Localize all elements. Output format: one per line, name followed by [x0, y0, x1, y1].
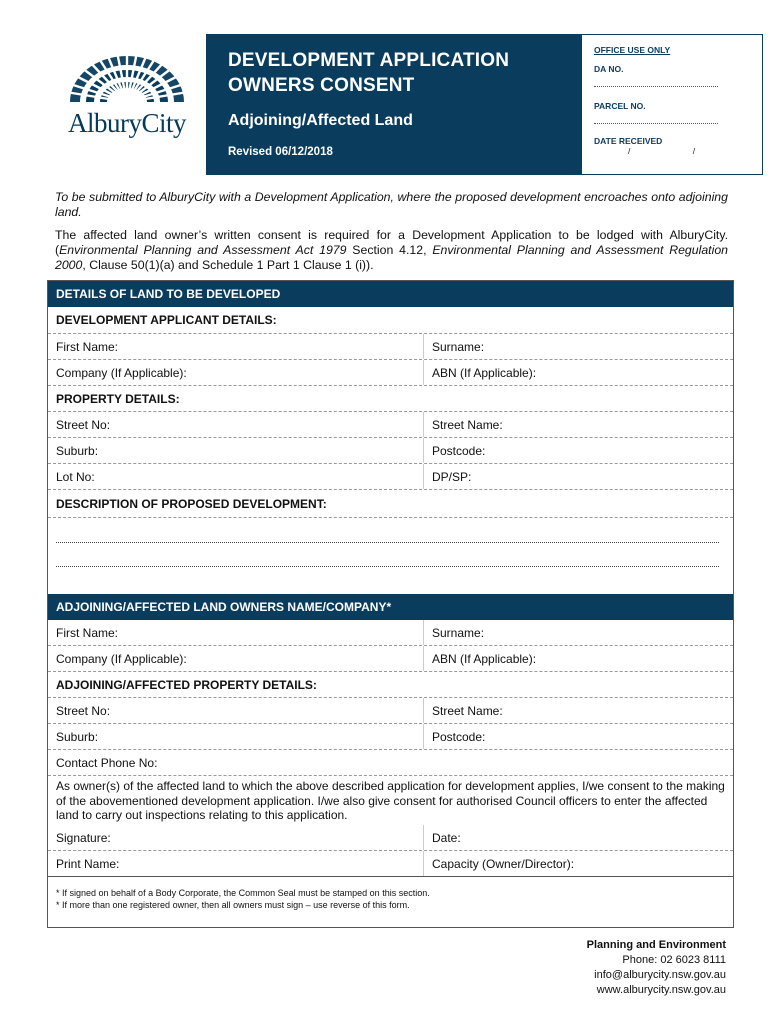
signature-row [48, 825, 733, 851]
contact-block [587, 938, 726, 998]
contact-phone-row [48, 750, 733, 776]
postcode-field[interactable]: Postcode: [432, 443, 486, 458]
footnote-multiple-owners: * If more than one registered owner, then all owners must sign – use reverse of this form. [56, 900, 410, 910]
description-heading: DESCRIPTION OF PROPOSED DEVELOPMENT: [48, 490, 733, 518]
page-title: DEVELOPMENT APPLICATION OWNERS CONSENT [228, 50, 510, 96]
office-use-heading: OFFICE USE ONLY [594, 45, 671, 55]
consent-requirement: The affected land owner’s written consent is required for a Development Application to be lodged with AlburyCity. (Environmental Planning and Assessment Act 1979 Section 4.12, Environmental Planning and Assessment Regulation 2000, Clause 50(1)(a) and Schedule 1 Part 1 Clause 1 (i)). [55, 228, 728, 272]
date-field[interactable]: Date: [432, 830, 461, 845]
owner-abn-field[interactable]: ABN (If Applicable): [432, 651, 537, 666]
owner-company-field[interactable]: Company (If Applicable): [48, 646, 424, 671]
adjoining-street-row [48, 698, 733, 724]
property-street-row [48, 412, 733, 438]
street-no-field[interactable]: Street No: [48, 412, 424, 437]
section-land-details: DETAILS OF LAND TO BE DEVELOPED [48, 281, 733, 307]
parcel-no-field[interactable] [594, 120, 718, 124]
section-adjoining-owners: ADJOINING/AFFECTED LAND OWNERS NAME/COMPANY* [48, 594, 733, 620]
office-use-box [582, 34, 763, 175]
da-no-field[interactable] [594, 83, 718, 87]
description-line-2[interactable] [56, 566, 719, 567]
owner-surname-field[interactable]: Surname: [432, 625, 485, 640]
page-subtitle: Adjoining/Affected Land [228, 112, 413, 129]
date-received-field[interactable]: / / [628, 146, 726, 156]
application-form [47, 280, 734, 928]
logo-wordmark: AlburyCity [68, 108, 187, 138]
print-name-field[interactable]: Print Name: [48, 851, 424, 876]
website-link[interactable]: www.alburycity.nsw.gov.au [596, 984, 726, 996]
adjoining-property-heading: ADJOINING/AFFECTED PROPERTY DETAILS: [48, 672, 733, 698]
suburb-field[interactable]: Suburb: [48, 438, 424, 463]
lot-no-field[interactable]: Lot No: [48, 464, 424, 489]
adjoining-postcode-field[interactable]: Postcode: [432, 729, 486, 744]
capacity-field[interactable]: Capacity (Owner/Director): [432, 856, 575, 871]
print-name-row [48, 851, 733, 877]
footnote-body-corporate: * If signed on behalf of a Body Corporate, the Common Seal must be stamped on this section. [56, 888, 430, 898]
submission-note: To be submitted to AlburyCity with a Development Application, where the proposed development encroaches onto adjoining land. [55, 190, 728, 219]
property-suburb-row [48, 438, 733, 464]
applicant-heading: DEVELOPMENT APPLICANT DETAILS: [48, 307, 733, 334]
email-link[interactable]: info@alburycity.nsw.gov.au [594, 969, 726, 981]
da-no-label: DA NO. [594, 64, 624, 74]
applicant-company-row [48, 360, 733, 386]
consent-statement: As owner(s) of the affected land to which the above described application for development applies, I/we consent to the making of the abovementioned development application. I/we also give consent for authorised Council officers to enter the affected land to carry out inspections relating to this application. [56, 779, 725, 822]
adjoining-street-no-field[interactable]: Street No: [48, 698, 424, 723]
description-field[interactable] [48, 518, 733, 594]
owner-company-row [48, 646, 733, 672]
applicant-abn-field[interactable]: ABN (If Applicable): [432, 365, 537, 380]
header-banner [206, 34, 582, 175]
owner-name-row [48, 620, 733, 646]
consent-statement-row [48, 776, 733, 825]
applicant-name-row [48, 334, 733, 360]
adjoining-suburb-field[interactable]: Suburb: [48, 724, 424, 749]
contact-phone-field[interactable]: Contact Phone No: [56, 755, 158, 770]
applicant-company-field[interactable]: Company (If Applicable): [48, 360, 424, 385]
street-name-field[interactable]: Street Name: [432, 417, 503, 432]
description-line-1[interactable] [56, 542, 719, 543]
date-received-label: DATE RECEIVED [594, 136, 663, 146]
applicant-first-name-field[interactable]: First Name: [48, 334, 424, 359]
footnotes [48, 877, 733, 929]
revision-date: Revised 06/12/2018 [228, 146, 333, 158]
applicant-surname-field[interactable]: Surname: [432, 339, 485, 354]
parcel-no-label: PARCEL NO. [594, 101, 646, 111]
owner-first-name-field[interactable]: First Name: [48, 620, 424, 645]
adjoining-suburb-row [48, 724, 733, 750]
adjoining-street-name-field[interactable]: Street Name: [432, 703, 503, 718]
department-name: Planning and Environment [586, 939, 726, 951]
phone-number: Phone: 02 6023 8111 [622, 954, 726, 966]
property-heading: PROPERTY DETAILS: [48, 386, 733, 412]
dp-sp-field[interactable]: DP/SP: [432, 469, 472, 484]
signature-field[interactable]: Signature: [48, 825, 424, 850]
property-lot-row [48, 464, 733, 490]
